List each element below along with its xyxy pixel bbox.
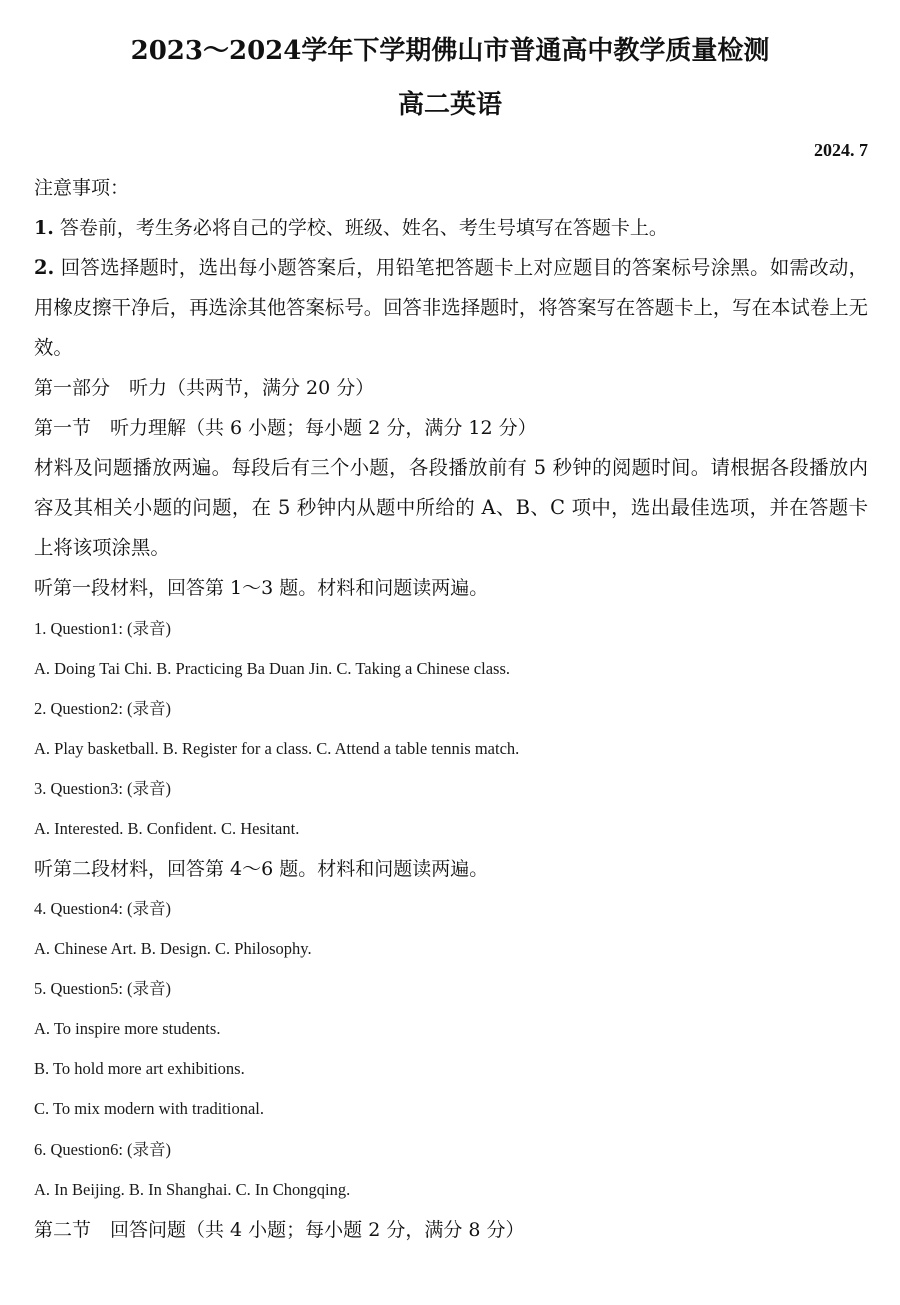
notice-item-2-number: 2. [34,256,55,279]
question-3-options: A. Interested. B. Confident. C. Hesitant. [34,819,300,838]
question-2-options: A. Play basketball. B. Register for a class. C. Attend a table tennis match. [34,739,520,758]
exam-date: 2024. 7 [814,140,868,160]
question-5-option-c: C. To mix modern with traditional. [34,1099,264,1118]
notice-heading: 注意事项： [34,177,130,199]
passage-1-heading: 听第一段材料，回答第 1～3 题。材料和问题读两遍。 [34,577,489,599]
question-6-options: A. In Beijing. B. In Shanghai. C. In Chongqing. [34,1180,351,1199]
exam-subject: 高二英语 [397,90,502,120]
question-1: 1. Question1: (录音) [34,619,172,638]
question-2: 2. Question2: (录音) [34,699,172,718]
question-5-option-a: A. To inspire more students. [34,1019,221,1038]
exam-title: 2023～2024学年下学期佛山市普通高中教学质量检测 [130,36,770,66]
question-3: 3. Question3: (录音) [34,779,172,798]
listening-instructions: 材料及问题播放两遍。每段后有三个小题，各段播放前有 5 秒钟的阅题时间。请根据各段播放内容及其相关小题的问题，在 5 秒钟内从题中所给的 A、B、C 项中，选出最佳选项，并在答题卡上将该项涂黑。 [34,456,868,559]
notice-item-1-number: 1. [34,217,54,239]
question-5: 5. Question5: (录音) [34,979,172,998]
question-5-option-b: B. To hold more art exhibitions. [34,1059,245,1078]
notice-item-1 [34,208,868,248]
question-6: 6. Question6: (录音) [34,1140,172,1159]
notice-item-1-text: 答卷前，考生务必将自己的学校、班级、姓名、考生号填写在答题卡上。 [59,217,668,239]
passage-2-heading: 听第二段材料，回答第 4～6 题。材料和问题读两遍。 [34,858,489,880]
question-1-options: A. Doing Tai Chi. B. Practicing Ba Duan Jin. C. Taking a Chinese class. [34,659,510,678]
notice-item-2 [34,248,868,368]
section-2-heading: 第二节 回答问题（共 4 小题；每小题 2 分，满分 8 分） [34,1219,525,1241]
question-4: 4. Question4: (录音) [34,899,172,918]
question-4-options: A. Chinese Art. B. Design. C. Philosophy. [34,939,312,958]
notice-item-2-text: 回答选择题时，选出每小题答案后，用铅笔把答题卡上对应题目的答案标号涂黑。如需改动，用橡皮擦干净后，再选涂其他答案标号。回答非选择题时，将答案写在答题卡上，写在本试卷上无效。 [34,256,869,359]
part-1-heading: 第一部分 听力（共两节，满分 20 分） [34,377,375,399]
section-1-heading: 第一节 听力理解（共 6 小题；每小题 2 分，满分 12 分） [34,417,537,439]
